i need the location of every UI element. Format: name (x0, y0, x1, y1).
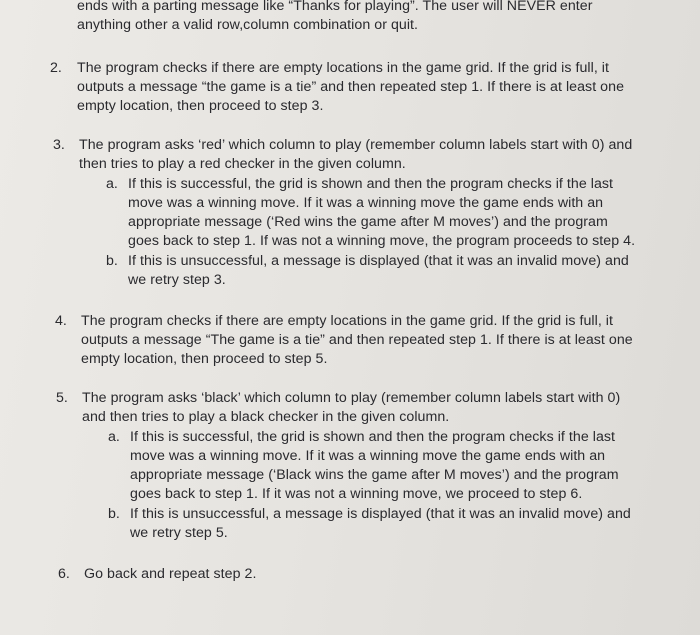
substep-line: move was a winning move. If it was a winning move the game ends with an (128, 195, 604, 211)
substep-line: goes back to step 1. If it was not a winning move, we proceed to step 6. (130, 486, 583, 502)
substep-line: goes back to step 1. If was not a winning move, the program proceeds to step 4. (128, 233, 636, 249)
step-number: 4. (55, 313, 67, 329)
step-number: 5. (56, 390, 68, 406)
step-line: The program asks ‘black’ which column to play (remember column labels start with 0) (82, 390, 621, 406)
substep-line: we retry step 5. (130, 525, 228, 541)
substep-line: appropriate message (‘Red wins the game after M moves’) and the program (128, 214, 608, 230)
step-line: Go back and repeat step 2. (84, 566, 257, 582)
intro-line: anything other a valid row,column combination or quit. (77, 17, 419, 33)
substep-label: a. (106, 176, 118, 192)
step-line: The program asks ‘red’ which column to play (remember column labels start with 0) and (79, 137, 633, 153)
step-line: outputs a message “The game is a tie” and then repeated step 1. If there is at least one (81, 332, 633, 348)
step-number: 2. (50, 60, 62, 76)
substep-label: a. (108, 429, 120, 445)
substep-line: move was a winning move. If it was a winning move the game ends with an (130, 448, 606, 464)
substep-label: b. (106, 253, 118, 269)
step-line: empty location, then proceed to step 5. (81, 351, 328, 367)
step-number: 3. (53, 137, 65, 153)
substep-line: If this is successful, the grid is shown and then the program checks if the last (128, 176, 614, 192)
intro-line: ends with a parting message like “Thanks for playing”. The user will NEVER enter (77, 0, 593, 14)
step-number: 6. (58, 566, 70, 582)
substep-line: If this is unsuccessful, a message is displayed (that it was an invalid move) and (128, 253, 629, 269)
step-line: then tries to play a red checker in the given column. (79, 156, 406, 172)
substep-line: appropriate message (‘Black wins the game after M moves’) and the program (130, 467, 619, 483)
substep-line: If this is unsuccessful, a message is displayed (that it was an invalid move) and (130, 506, 631, 522)
step-line: outputs a message “the game is a tie” and then repeated step 1. If there is at least one (77, 79, 625, 95)
substep-line: If this is successful, the grid is shown and then the program checks if the last (130, 429, 616, 445)
substep-label: b. (108, 506, 120, 522)
step-line: and then tries to play a black checker in the given column. (82, 409, 450, 425)
substep-line: we retry step 3. (128, 272, 226, 288)
step-line: empty location, then proceed to step 3. (77, 98, 324, 114)
step-line: The program checks if there are empty locations in the game grid. If the grid is full, it (81, 313, 613, 329)
step-line: The program checks if there are empty locations in the game grid. If the grid is full, it (77, 60, 609, 76)
